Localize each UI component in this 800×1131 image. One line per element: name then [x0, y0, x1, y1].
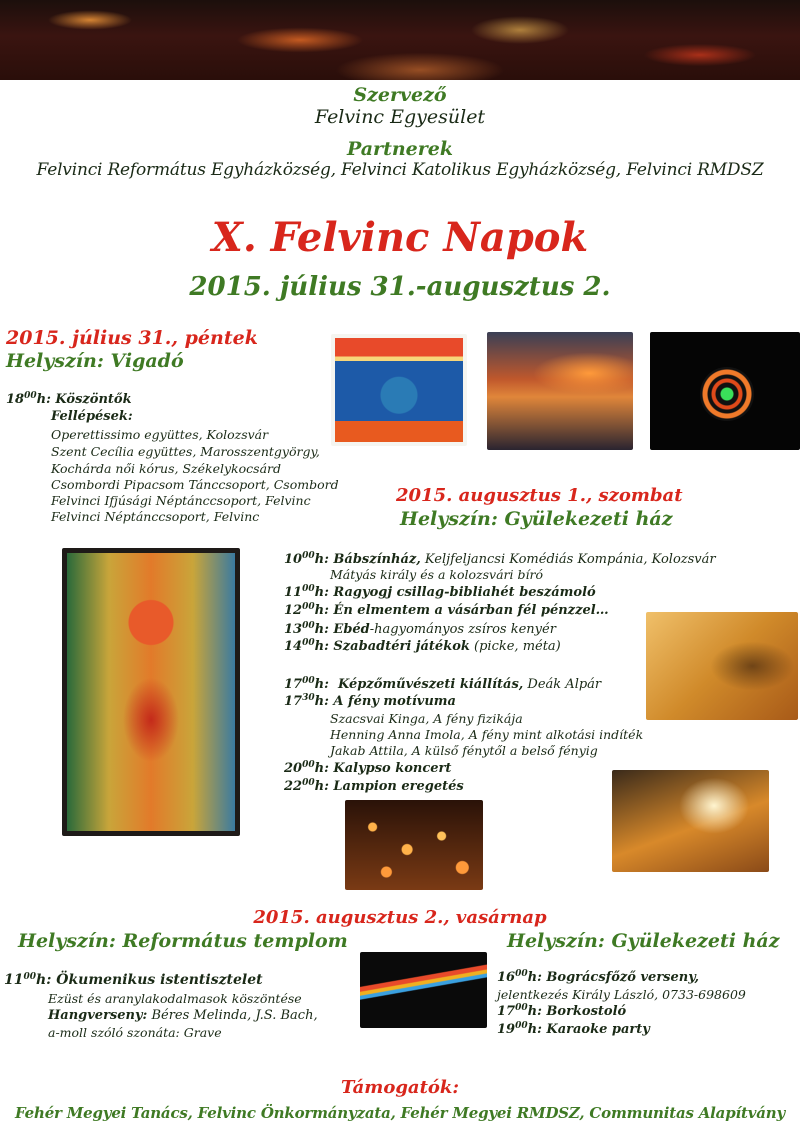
day2-evening-item: $20^{00}h$: Kalypso koncert	[284, 760, 452, 776]
day3-right-venue: Helyszín: Gyülekezeti ház	[507, 930, 780, 952]
sponsors-list: Fehér Megyei Tanács, Felvinc Önkormányzata, Fehér Megyei RMDSZ, Communitas Alapítvány	[15, 1104, 785, 1122]
day3-right-subline: jelentkezés Király László, 0733-698609	[497, 987, 746, 1002]
day2-item: $17^{00}h$: Képzőművészeti kiállítás, Deák Alpár	[284, 676, 602, 692]
talk-item: Jakab Attila, A külső fénytől a belső fényig	[330, 743, 598, 758]
day1-item: $18^{00}h$: Köszöntők	[6, 391, 132, 407]
day3-concert-piece: a-moll szóló szonáta: Grave	[48, 1025, 222, 1040]
event-title: X. Felvinc Napok	[211, 214, 589, 261]
day2-item: $12^{00}h$: Én elmentem a vásárban fél pénzzel…	[284, 602, 609, 618]
day2-item-subline: Mátyás király és a kolozsvári bíró	[330, 567, 544, 582]
performer-item: Felvinci Néptánccsoport, Felvinc	[51, 509, 260, 524]
day2-item: $14^{00}h$: Szabadtéri játékok (picke, méta)	[284, 638, 561, 654]
sunset-tree-image	[487, 332, 633, 450]
event-dates: 2015. július 31.-augusztus 2.	[189, 272, 611, 302]
performer-item: Operettissimo együttes, Kolozsvár	[51, 427, 269, 442]
puppet-theater-image	[331, 334, 467, 446]
partners-label: Partnerek	[346, 138, 454, 160]
day3-left-sub: Ezüst és aranylakodalmasok köszöntése	[48, 991, 302, 1006]
light-rings-image	[650, 332, 800, 450]
day2-item: $13^{00}h$: Ebéd-hagyományos zsíros kenyér	[284, 621, 556, 637]
day3-left-venue: Helyszín: Református templom	[18, 930, 348, 952]
performer-item: Csombordi Pipacsom Tánccsoport, Csombord	[51, 477, 339, 492]
day2-item: $11^{00}h$: Ragyogj csillag-bibliahét beszámoló	[284, 584, 596, 600]
day3-right-item: $17^{00}h$: Borkostoló	[497, 1003, 627, 1019]
day1-heading: 2015. július 31., péntek	[6, 327, 258, 349]
sponsors-label: Támogatók:	[340, 1077, 460, 1098]
day3-heading: 2015. augusztus 2., vasárnap	[253, 907, 547, 928]
header-banner-image	[0, 0, 800, 80]
day1-venue: Helyszín: Vigadó	[6, 350, 184, 372]
lanterns-image	[345, 800, 483, 890]
day3-left-item: $11^{00}h$: Ökumenikus istentisztelet	[4, 972, 263, 988]
performers-label: Fellépések:	[51, 409, 133, 424]
day2-item: $10^{00}h$: Bábszínház, Keljfeljancsi Komédiás Kompánia, Kolozsvár	[284, 551, 716, 567]
music-notes-image	[360, 952, 487, 1028]
performer-item: Kochárda női kórus, Székelykocsárd	[51, 461, 281, 476]
organizer-label: Szervező	[353, 84, 447, 106]
day3-right-item: $19^{00}h$: Karaoke party	[497, 1021, 650, 1037]
performer-item: Szent Cecília együttes, Marosszentgyörgy,	[51, 444, 320, 459]
day2-heading: 2015. augusztus 1., szombat	[396, 485, 683, 506]
day2-venue: Helyszín: Gyülekezeti ház	[400, 508, 673, 530]
talk-item: Henning Anna Imola, A fény mint alkotási indíték	[330, 727, 644, 742]
talk-item: Szacsvai Kinga, A fény fizikája	[330, 711, 523, 726]
leaf-shadow-image	[646, 612, 798, 720]
day2-item: $17^{30}h$: A fény motívuma	[284, 693, 456, 709]
partners-list: Felvinci Református Egyházközség, Felvinci Katolikus Egyházközség, Felvinci RMDSZ	[36, 160, 764, 180]
folk-painting-image	[62, 548, 240, 836]
day3-concert: Hangverseny: Béres Melinda, J.S. Bach,	[48, 1008, 318, 1023]
day2-evening-item: $22^{00}h$: Lampion eregetés	[284, 778, 464, 794]
sunlight-image	[612, 770, 769, 872]
day3-right-item: $16^{00}h$: Bográcsfőző verseny,	[497, 969, 700, 985]
organizer-name: Felvinc Egyesület	[314, 106, 486, 128]
performer-item: Felvinci Ifjúsági Néptánccsoport, Felvinc	[51, 493, 311, 508]
